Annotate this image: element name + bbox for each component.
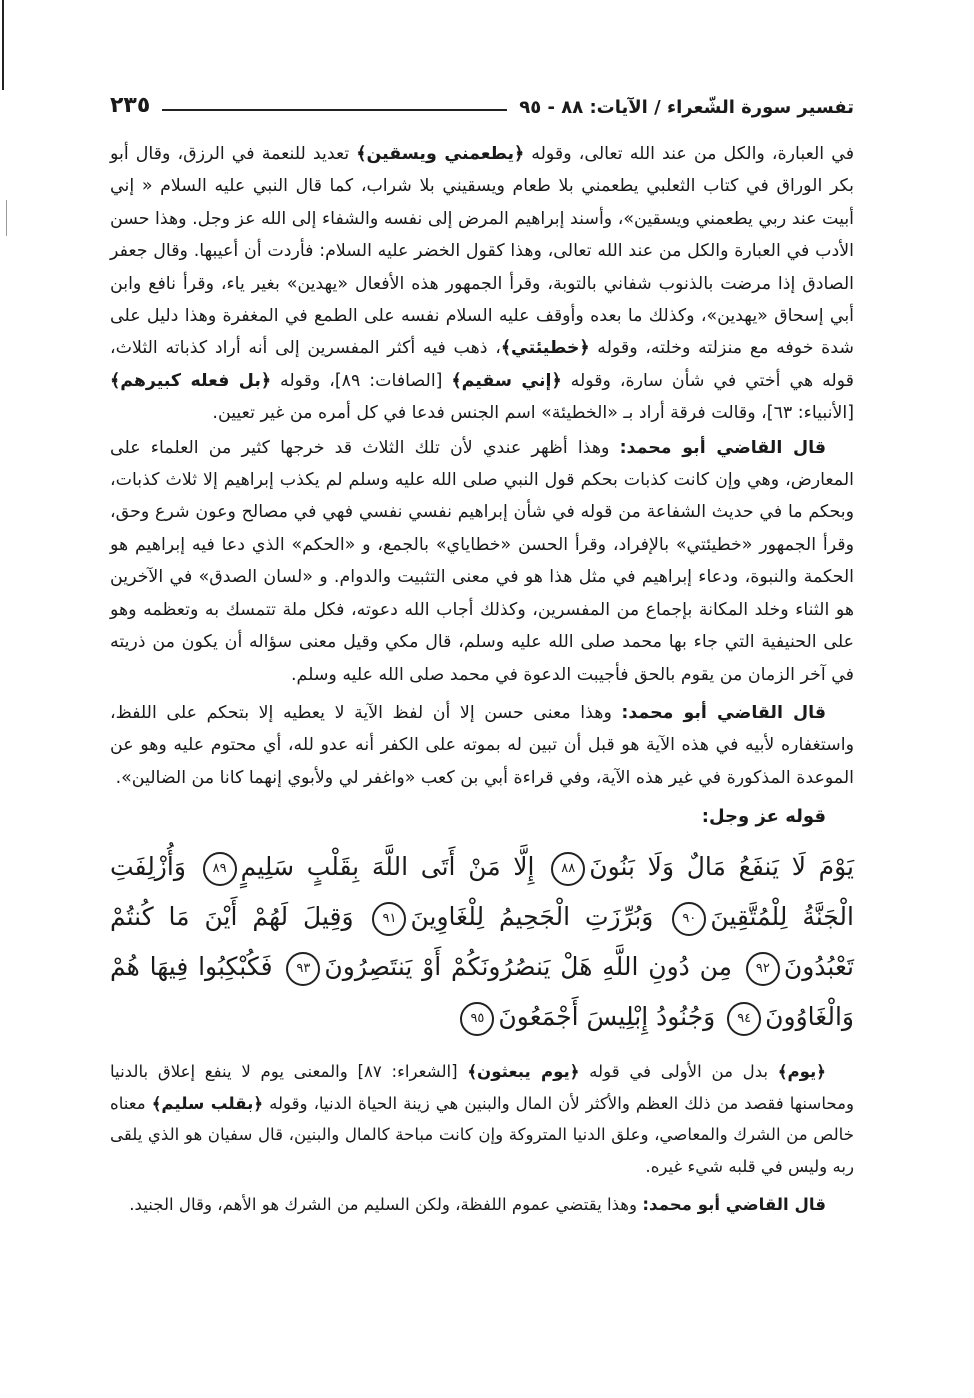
quote-bi-qalbin-salim: ﴿بقلب سليم﴾: [151, 1093, 264, 1113]
paragraph-1-text-1: في العبارة، والكل من عند الله تعالى، وقوله: [524, 144, 855, 164]
verse-92-number: ٩٢: [746, 952, 780, 986]
page-content: [110, 138, 854, 1220]
paragraph-1: [110, 138, 854, 430]
commentary: [110, 1056, 854, 1220]
paragraph-5-lead: قال القاضي أبو محمد:: [642, 1194, 826, 1214]
verse-89-number: ٨٩: [203, 852, 237, 886]
paragraph-2: [110, 432, 854, 691]
running-header: [110, 84, 854, 118]
scan-edge-line: [2, 0, 4, 90]
verse-93-text: مِن دُونِ اللَّهِ هَلْ يَنصُرُونَكُمْ أَوْ يَنتَصِرُونَ: [324, 952, 733, 982]
verse-94-number: ٩٤: [727, 1002, 761, 1036]
paragraph-4: [110, 1056, 854, 1182]
paragraph-1-text-4: [الصافات: ٨٩]، وقوله: [271, 370, 452, 391]
paragraph-4-text-1: بدل من الأولى في قوله: [579, 1062, 778, 1082]
paragraph-2-lead: قال القاضي أبو محمد:: [619, 437, 827, 458]
paragraph-5-text: وهذا يقتضي عموم اللفظة، ولكن السليم من الشرك هو الأهم، وقال الجنيد.: [129, 1194, 643, 1214]
verse-89-text: إِلَّا مَنْ أَتَى اللَّهَ بِقَلْبٍ سَلِيمٍ: [240, 852, 535, 882]
verse-90-number: ٩٠: [672, 902, 706, 936]
verse-93-number: ٩٣: [286, 952, 320, 986]
verse-91-number: ٩١: [372, 902, 406, 936]
quote-yawm-yubathun: ﴿يوم يبعثون﴾: [467, 1062, 580, 1082]
paragraph-1-text-2: تعديد للنعمة في الرزق، وقال أبو بكر الوراق في كتاب الثعلبي يطعمني بلا طعام ويسقيني بلا شراب، كما قال النبي عليه السلام « إني أبيت عند ربي يطعمني ويسقين»، وأسند إبراهيم المرض إلى نفسه والشفاء إلى الله عز وجل. وهذا حسن الأدب في العبارة والكل من عند الله تعالى، وهذا كقول الخضر عليه السلام: فأردت أن أعيبها. وقال جعفر الصادق إذا مرضت بالذنوب شفاني بالتوبة، وقرأ الجمهور هذه الأفعال «يهدين» بغير ياء، وقرأ نافع وابن أبي إسحاق «يهدين»، وكذلك ما بعده وأوقف عليه السلام نفسه على الطمع في المغفرة وهذا دليل على شدة خوفه مع منزلته وخلته، وقوله: [110, 144, 854, 359]
paragraph-1-text-5: [الأنبياء: ٦٣]، وقالت فرقة أراد بـ «الخطيئة» اسم الجنس فدعا في كل أمره من غير تعيين.: [212, 403, 854, 424]
header-rule: [162, 109, 507, 111]
quote-yawm: ﴿يوم﴾: [777, 1062, 826, 1082]
quote-inni-saqim: ﴿إني سقيم﴾: [451, 370, 562, 391]
quran-verses: [110, 842, 854, 1042]
paragraph-3: [110, 697, 854, 794]
paragraph-3-lead: قال القاضي أبو محمد:: [621, 702, 827, 723]
paragraph-5: [110, 1189, 854, 1221]
page-number: ٢٣٥: [110, 93, 151, 118]
quote-bal-faalahu: ﴿بل فعله كبيرهم﴾: [110, 370, 272, 391]
verse-92-text: وَقِيلَ لَهُمْ أَيْنَ مَا كُنتُمْ تَعْبُدُونَ: [110, 902, 854, 982]
quote-khatiati: ﴿خطيئتي﴾: [500, 338, 590, 359]
paragraph-4-text-2: [الشعراء: ٨٧] والمعنى يوم لا ينفع إعلاق بالدنيا ومحاسنها فقصد من ذلك العظم والأكثر لأن المال والبنين هي زينة الحياة الدنيا، وقوله: [110, 1062, 854, 1113]
quote-yutimuni: ﴿يطعمني ويسقين﴾: [356, 144, 525, 164]
paragraph-1-text-3: ، ذهب فيه أكثر المفسرين إلى أنه أراد كذباته الثلاث، قوله هي أختي في شأن سارة، وقوله: [110, 338, 854, 391]
scan-edge-mark: [6, 200, 7, 236]
verse-heading: قوله عز وجل:: [701, 806, 826, 828]
paragraph-2-text: وهذا أظهر عندي لأن تلك الثلاث قد خرجها كثير من العلماء على المعارض، وهي وإن كانت كذبات بحكم قول النبي صلى الله عليه وسلم لم يكذب إبراهيم إلا ثلاث كذبات، وبحكم ما في حديث الشفاعة من قوله في شأن إبراهيم نفسي نفسي فهي في مصالح وعون شرع وحق، وقرأ الجمهور «خطيئتي» بالإفراد، وقرأ الحسن «خطاياي» بالجمع، و «الحكم» الذي دعا فيه إبراهيم هو الحكمة والنبوة، ودعاء إبراهيم في مثل هذا هو في معنى التثبيت والدوام. و «لسان الصدق» في الآخرين هو الثناء وخلد المكانة بإجماع من المفسرين، وكذلك أجاب الله دعوته، فكل ملة تتمسك به وتعظمه وهو على الحنيفية التي جاء بها محمد صلى الله عليه وسلم، قال مكي وقيل معنى سؤاله أن يكون من ذريته في آخر الزمان من يقوم بالحق فأجيبت الدعوة في محمد صلى الله عليه وسلم.: [110, 437, 854, 685]
verse-88-text: يَوْمَ لَا يَنفَعُ مَالٌ وَلَا بَنُونَ: [589, 852, 855, 882]
verse-94-text: فَكُبْكِبُوا فِيهَا هُمْ وَالْغَاوُونَ: [110, 952, 854, 1032]
verse-95-text: وَجُنُودُ إِبْلِيسَ أَجْمَعُونَ: [498, 1002, 716, 1032]
paragraph-3-text: وهذا معنى حسن إلا أن لفظ الآية لا يعطيه إلا بتحكم على اللفظ، واستغفاره لأبيه في هذه الآية هو قبل أن تبين له بموته على الكفر أنه عدو لله، أي محتوم عليه وهو عن الموعدة المذكورة في غير هذه الآية، وفي قراءة أبي بن كعب «واغفر لي ولأبوي إنهما كانا من الضالين».: [110, 702, 854, 788]
verse-88-number: ٨٨: [551, 852, 585, 886]
verse-90-text: وَأُزْلِفَتِ الْجَنَّةُ لِلْمُتَّقِينَ: [110, 852, 854, 932]
paragraph-4-text-3: معناه خالص من الشرك والمعاصي، وعلق الدنيا المتروكة وإن كانت مباحة كالمال والبنين، قال سفيان هو الذي يلقى ربه وليس في قلبه شيء غيره.: [110, 1093, 854, 1176]
header-title: تفسير سورة الشّعراء / الآيات: ٨٨ - ٩٥: [519, 97, 854, 118]
verse-95-number: ٩٥: [460, 1002, 494, 1036]
verse-91-text: وَبُرِّزَتِ الْجَحِيمُ لِلْغَاوِينَ: [410, 902, 654, 932]
